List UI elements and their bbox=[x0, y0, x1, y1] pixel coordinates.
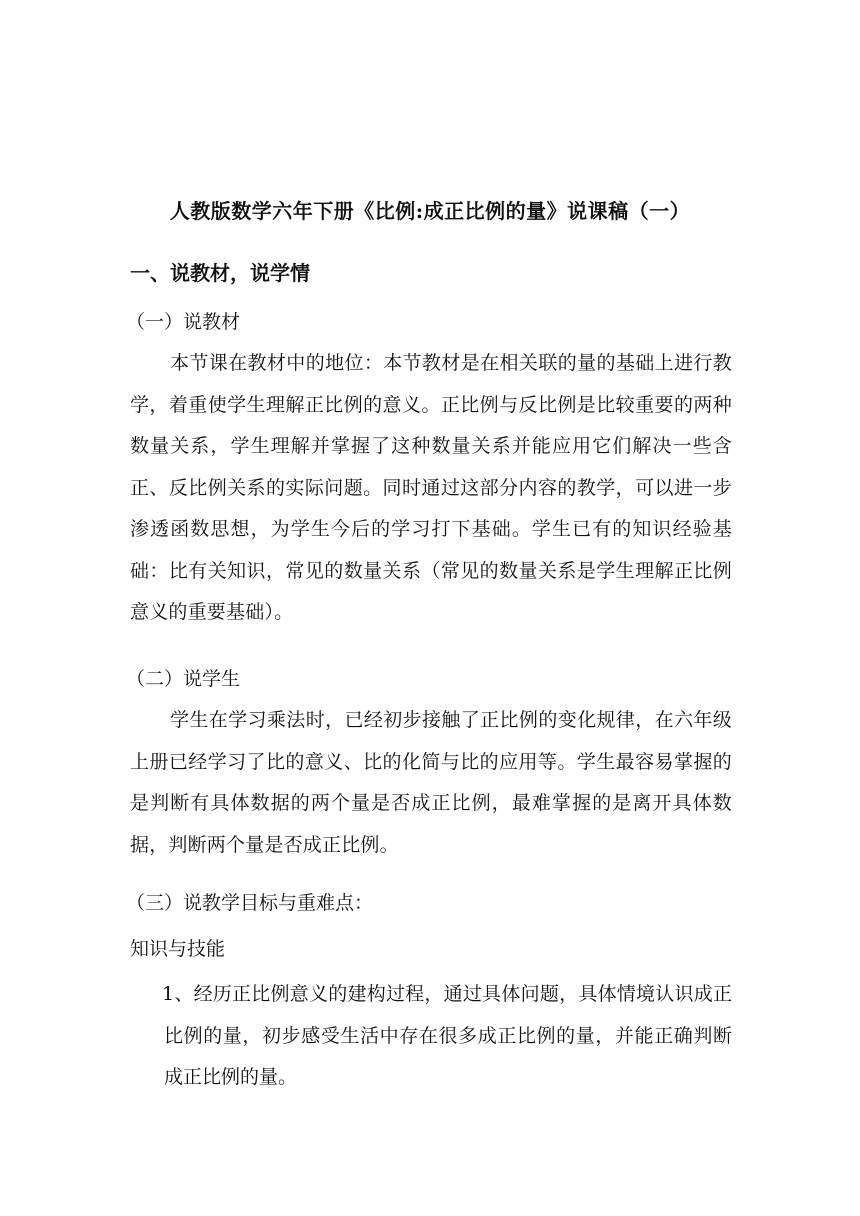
document-title: 人教版数学六年下册《比例:成正比例的量》说课稿（一） bbox=[169, 199, 691, 223]
knowledge-skills-heading: 知识与技能 bbox=[130, 938, 226, 960]
paragraph-materials: 本节课在教材中的地位：本节教材是在相关联的量的基础上进行教学，着重使学生理解正比例的意义。正比例与反比例是比较重要的两种数量关系，学生理解并掌握了这种数量关系并能应用它们解决一些含正、反比例关系的实际问题。同时通过这部分内容的教学，可以进一步渗透函数思想，为学生今后的学习打下基础。学生已有的知识经验基础：比有关知识，常见的数量关系（常见的数量关系是学生理解正比例意义的重要基础）。 bbox=[130, 352, 732, 623]
section-heading-materials-students: 一、说教材，说学情 bbox=[130, 261, 310, 285]
list-item-1: 1、经历正比例意义的建构过程，通过具体问题，具体情境认识成正比例的量，初步感受生活中存在很多成正比例的量，并能正确判断成正比例的量。 bbox=[162, 983, 732, 1088]
paragraph-students: 学生在学习乘法时，已经初步接触了正比例的变化规律，在六年级上册已经学习了比的意义、比的化简与比的应用等。学生最容易掌握的是判断有具体数据的两个量是否成正比例，最难掌握的是离开具体数据，判断两个量是否成正比例。 bbox=[130, 709, 732, 856]
subheading-objectives: （三）说教学目标与重难点： bbox=[126, 892, 374, 914]
subheading-materials: （一）说教材 bbox=[126, 311, 241, 333]
subheading-students: （二）说学生 bbox=[126, 668, 241, 690]
